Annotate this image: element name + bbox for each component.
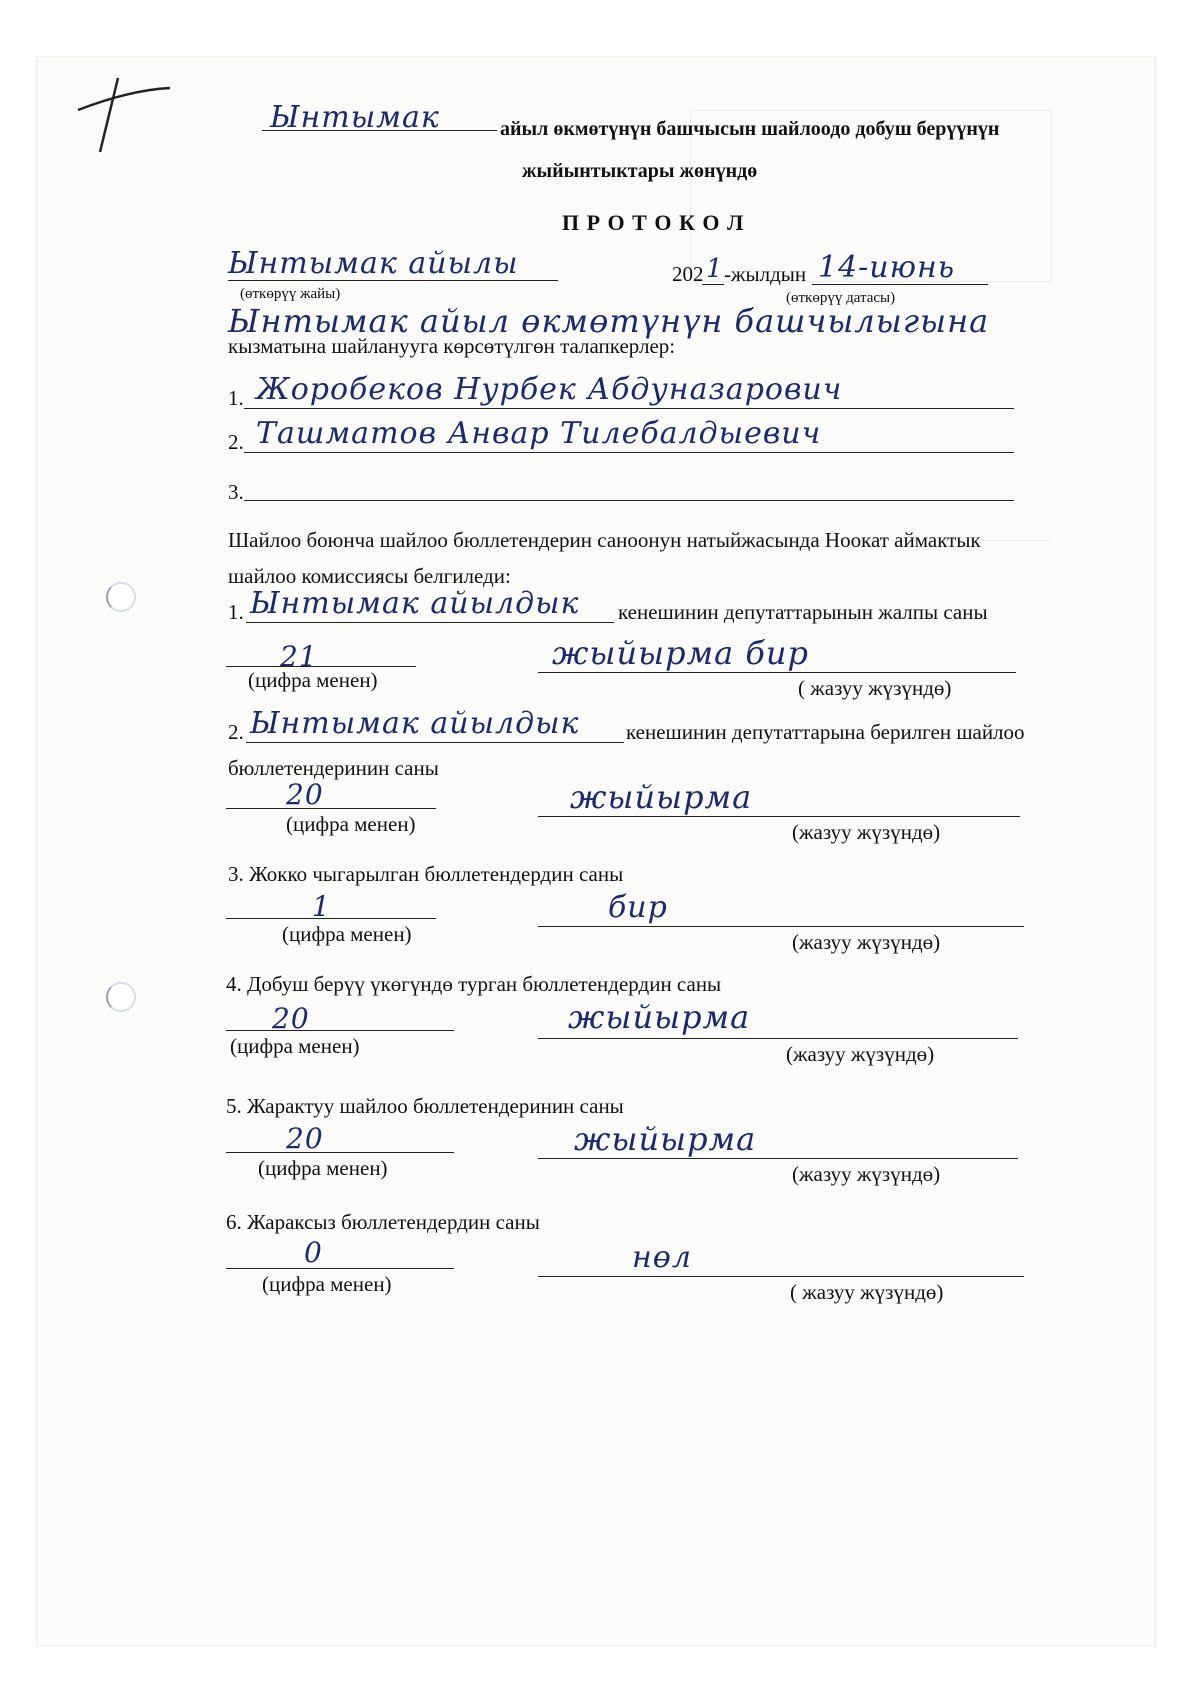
date-caption: (өткөрүү датасы) (786, 290, 896, 306)
item-6-number: 6. (226, 1210, 242, 1234)
year-suffix: -жылдын (724, 262, 807, 286)
year-prefix: 202 (672, 262, 704, 286)
date-underline (812, 284, 988, 285)
item-2-label: кенешинин депутаттарына берилген шайлоо (626, 720, 1025, 744)
candidate-2-number: 2. (228, 430, 244, 454)
item-1-words-underline (538, 672, 1016, 673)
item-2-label-line-2: бюллетендеринин саны (228, 756, 439, 780)
candidate-3-number: 3. (228, 480, 244, 504)
item-2-words-underline (538, 816, 1020, 817)
item-1-number: 1. (228, 600, 244, 624)
item-2-council-handwritten: Ынтымак айылдык (250, 706, 580, 741)
document-page (36, 56, 1156, 1646)
item-4-digits-caption: (цифра менен) (230, 1034, 360, 1058)
item-3-label (228, 862, 623, 887)
year-digit-handwritten: 1 (706, 254, 724, 284)
place-caption: (өткөрүү жайы) (240, 286, 341, 302)
handwritten-mark-icon (70, 70, 190, 160)
item-3-digits-underline (226, 918, 436, 919)
item-5-words-underline (538, 1158, 1018, 1159)
item-4-label-text: Добуш берүү үкөгүндө турган бюллетендердин саны (247, 972, 722, 996)
year-underline (702, 284, 724, 285)
item-5-words-caption: (жазуу жүзүндө) (792, 1162, 941, 1186)
item-4-words-caption: (жазуу жүзүндө) (786, 1042, 935, 1066)
place-underline (228, 280, 558, 281)
item-2-council-underline (246, 742, 624, 743)
title-line-1: айыл өкмөтүнүн башчысын шайлоодо добуш берүүнүн (500, 118, 1000, 140)
item-6-words: нөл (632, 1240, 692, 1275)
item-2-number: 2. (228, 720, 244, 744)
protocol-heading: П Р О Т О К О Л (562, 210, 745, 235)
date-handwritten: 14-июнь (818, 250, 956, 285)
item-4-label (226, 972, 721, 997)
item-5-digits-underline (226, 1152, 454, 1153)
intro-line-1: Шайлоо боюнча шайлоо бюллетендерин саноонун натыйжасында Ноокат аймактык (228, 528, 981, 552)
item-3-digits: 1 (312, 890, 331, 923)
candidate-1-underline (244, 408, 1014, 409)
item-1-words: жыйырма бир (552, 634, 809, 672)
candidate-3-underline (244, 500, 1014, 501)
item-2-digits-caption: (цифра менен) (286, 812, 416, 836)
item-6-digits-underline (226, 1268, 454, 1269)
item-6-words-caption: ( жазуу жүзүндө) (790, 1280, 944, 1304)
item-3-label-text: Жокко чыгарылган бюллетендердин саны (249, 862, 624, 886)
item-2-words-caption: (жазуу жүзүндө) (792, 820, 941, 844)
item-3-words-underline (538, 926, 1024, 927)
candidate-1-name: Жоробеков Нурбек Абдуназарович (256, 372, 843, 407)
item-4-words-underline (538, 1038, 1018, 1039)
item-1-council-handwritten: Ынтымак айылдык (250, 586, 580, 621)
title-line-2: жыйынтыктары жөнүндө (522, 160, 758, 182)
item-2-digits-underline (226, 808, 436, 809)
item-6-words-underline (538, 1276, 1024, 1277)
item-5-words: жыйырма (574, 1120, 757, 1158)
item-3-number: 3. (228, 862, 244, 886)
item-1-digits-caption: (цифра менен) (248, 668, 378, 692)
candidate-2-underline (244, 452, 1014, 453)
item-1-digits: 21 (280, 640, 318, 673)
item-4-digits-underline (226, 1030, 454, 1031)
punch-hole (106, 982, 136, 1012)
item-1-label: кенешинин депутаттарынын жалпы саны (618, 600, 988, 624)
item-5-digits: 20 (286, 1122, 324, 1155)
item-4-number: 4. (226, 972, 242, 996)
item-6-digits: 0 (304, 1236, 323, 1269)
item-3-digits-caption: (цифра менен) (282, 922, 412, 946)
position-handwritten: Ынтымак айыл өкмөтүнүн башчылыгына (228, 302, 990, 340)
item-1-words-caption: ( жазуу жүзүндө) (798, 676, 952, 700)
item-1-digits-underline (226, 666, 416, 667)
candidate-1-number: 1. (228, 386, 244, 410)
position-caption: кызматына шайланууга көрсөтүлгөн талапкерлер: (228, 334, 676, 358)
item-4-words: жыйырма (568, 998, 751, 1036)
item-6-digits-caption: (цифра менен) (262, 1272, 392, 1296)
item-5-label (226, 1094, 624, 1119)
candidate-2-name: Ташматов Анвар Тилебалдыевич (256, 416, 822, 451)
place-handwritten: Ынтымак айылы (228, 246, 519, 281)
punch-hole (106, 582, 136, 612)
item-6-label (226, 1210, 540, 1235)
intro-line-2: шайлоо комиссиясы белгиледи: (228, 564, 511, 588)
item-3-words: бир (608, 890, 668, 925)
item-3-words-caption: (жазуу жүзүндө) (792, 930, 941, 954)
item-5-number: 5. (226, 1094, 242, 1118)
item-5-label-text: Жарактуу шайлоо бюллетендеринин саны (247, 1094, 624, 1118)
item-5-digits-caption: (цифра менен) (258, 1156, 388, 1180)
item-4-digits: 20 (272, 1002, 310, 1035)
item-6-label-text: Жараксыз бюллетендердин саны (247, 1210, 540, 1234)
item-2-words: жыйырма (570, 778, 753, 816)
item-1-council-underline (246, 622, 614, 623)
village-handwritten: Ынтымак (270, 100, 440, 135)
item-2-digits: 20 (286, 778, 324, 811)
